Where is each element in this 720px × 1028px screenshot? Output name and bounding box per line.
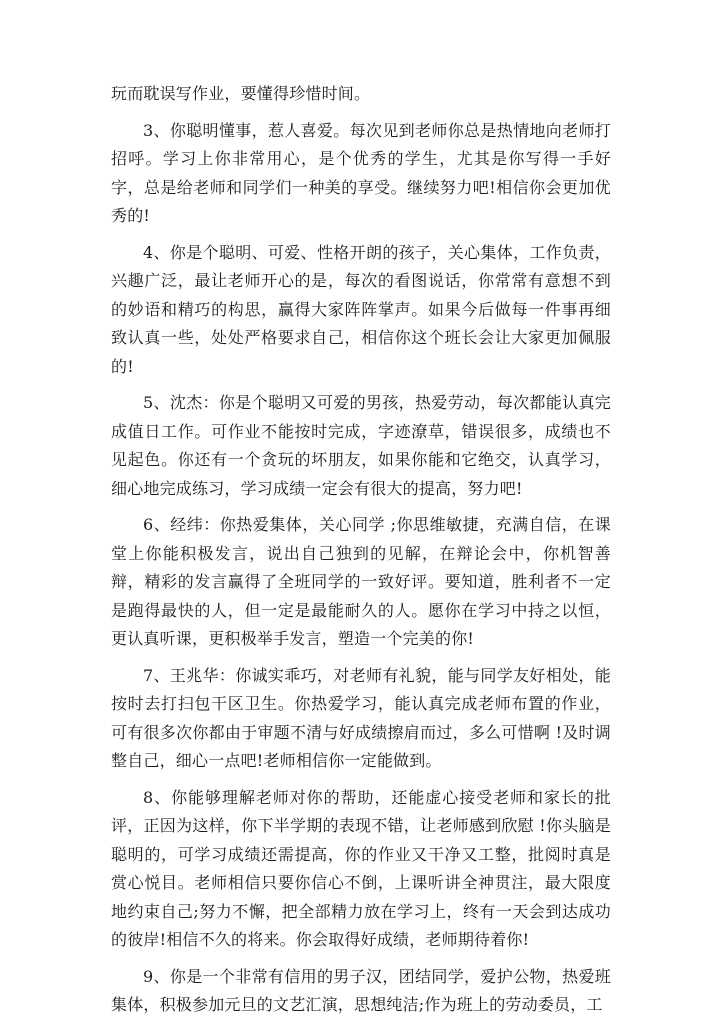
paragraph-comment-8: 8、你能够理解老师对你的帮助，还能虚心接受老师和家长的批评，正因为这样，你下半学期的表现不错，让老师感到欣慰 !你头脑是聪明的，可学习成绩还需提高，你的作业又干净又工整，批阅时真是赏心悦目。老师相信只要你信心不倒，上课听讲全神贯注，最大限度地约束自己;努力不懈，把全部精力放在学习上，终有一天会到达成功的彼岸!相信不久的将来。你会取得好成绩，老师期待着你!	[111, 787, 611, 949]
paragraph-comment-4: 4、你是个聪明、可爱、性格开朗的孩子，关心集体，工作负责，兴趣广泛，最让老师开心的是，每次的看图说话，你常常有意想不到的妙语和精巧的构思，赢得大家阵阵掌声。如果今后做每一件事再细致认真一些，处处严格要求自己，相信你这个班长会让大家更加佩服的!	[111, 242, 611, 376]
document-body	[111, 80, 611, 1028]
paragraph-continuation: 玩而耽误写作业，要懂得珍惜时间。	[111, 84, 371, 103]
paragraph-comment-5: 5、沈杰：你是个聪明又可爱的男孩，热爱劳动，每次都能认真完成值日工作。可作业不能按时完成，字迹潦草，错误很多，成绩也不见起色。你还有一个贪玩的坏朋友，如果你能和它绝交，认真学习，细心地完成练习，学习成绩一定会有很大的提高，努力吧!	[111, 393, 611, 498]
paragraph-comment-7: 7、王兆华：你诚实乖巧，对老师有礼貌，能与同学友好相处，能按时去打扫包干区卫生。你热爱学习，能认真完成老师布置的作业，可有很多次你都由于审题不清与好成绩擦肩而过，多么可惜啊 !及时调整自己，细心一点吧!老师相信你一定能做到。	[111, 665, 611, 770]
paragraph-comment-3: 3、你聪明懂事，惹人喜爱。每次见到老师你总是热情地向老师打招呼。学习上你非常用心，是个优秀的学生，尤其是你写得一手好字，总是给老师和同学们一种美的享受。继续努力吧!相信你会更加优秀的!	[111, 120, 611, 225]
paragraph-comment-6: 6、经纬：你热爱集体，关心同学 ;你思维敏捷，充满自信，在课堂上你能积极发言，说出自己独到的见解，在辩论会中，你机智善辩，精彩的发言赢得了全班同学的一致好评。要知道，胜利者不一定是跑得最快的人，但一定是最能耐久的人。愿你在学习中持之以恒，更认真听课，更积极举手发言，塑造一个完美的你!	[111, 515, 611, 648]
paragraph-comment-9: 9、你是一个非常有信用的男子汉，团结同学，爱护公物，热爱班集体，积极参加元旦的文艺汇演，思想纯洁;作为班上的劳动委员，工	[111, 966, 611, 1014]
